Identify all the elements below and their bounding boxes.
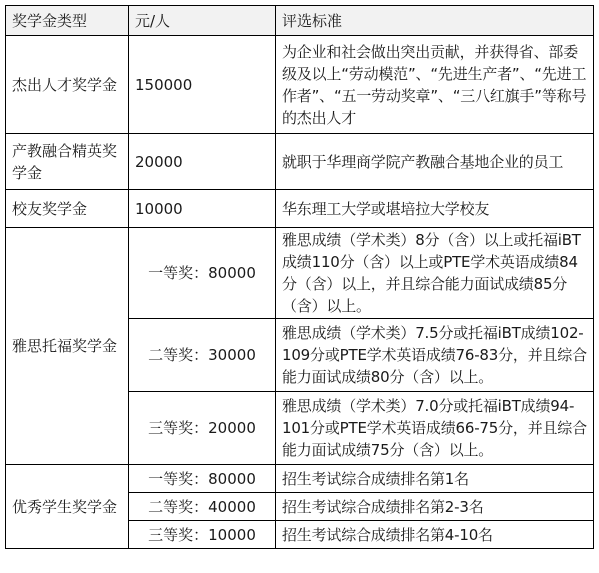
row-criteria: 华东理工大学或堪培拉大学校友 — [276, 190, 594, 228]
row-criteria: 就职于华理商学院产教融合基地企业的员工 — [276, 134, 594, 190]
table-row — [6, 465, 594, 493]
tier-criteria: 招生考试综合成绩排名第4-10名 — [276, 521, 594, 549]
tier-amount: 二等奖：30000 — [129, 319, 276, 392]
row-type: 雅思托福奖学金 — [6, 228, 129, 465]
row-type: 杰出人才奖学金 — [6, 36, 129, 134]
row-amount: 150000 — [129, 36, 276, 134]
table-row — [6, 228, 594, 319]
row-type: 校友奖学金 — [6, 190, 129, 228]
scholarship-table — [5, 5, 594, 549]
tier-amount: 三等奖：20000 — [129, 392, 276, 465]
tier-amount: 一等奖：80000 — [129, 228, 276, 319]
header-amount: 元/人 — [129, 6, 276, 36]
tier-amount: 一等奖：80000 — [129, 465, 276, 493]
table-row — [6, 36, 594, 134]
table-header-row — [6, 6, 594, 36]
row-type: 产教融合精英奖学金 — [6, 134, 129, 190]
tier-amount: 三等奖：10000 — [129, 521, 276, 549]
row-amount: 10000 — [129, 190, 276, 228]
tier-criteria: 雅思成绩（学术类）7.0分或托福iBT成绩94-101分或PTE学术英语成绩66-75分，并且综合能力面试成绩75分（含）以上。 — [276, 392, 594, 465]
tier-amount: 二等奖：40000 — [129, 493, 276, 521]
row-type: 优秀学生奖学金 — [6, 465, 129, 549]
header-criteria: 评选标准 — [276, 6, 594, 36]
tier-criteria: 雅思成绩（学术类）7.5分或托福iBT成绩102-109分或PTE学术英语成绩76-83分，并且综合能力面试成绩80分（含）以上。 — [276, 319, 594, 392]
header-type: 奖学金类型 — [6, 6, 129, 36]
tier-criteria: 招生考试综合成绩排名第1名 — [276, 465, 594, 493]
row-amount: 20000 — [129, 134, 276, 190]
row-criteria: 为企业和社会做出突出贡献，并获得省、部委级及以上“劳动模范”、“先进生产者”、“先进工作者”、“五一劳动奖章”、“三八红旗手”等称号的杰出人才 — [276, 36, 594, 134]
table-row — [6, 134, 594, 190]
tier-criteria: 招生考试综合成绩排名第2-3名 — [276, 493, 594, 521]
tier-criteria: 雅思成绩（学术类）8分（含）以上或托福iBT成绩110分（含）以上或PTE学术英语成绩84分（含）以上，并且综合能力面试成绩85分（含）以上。 — [276, 228, 594, 319]
table-row — [6, 190, 594, 228]
